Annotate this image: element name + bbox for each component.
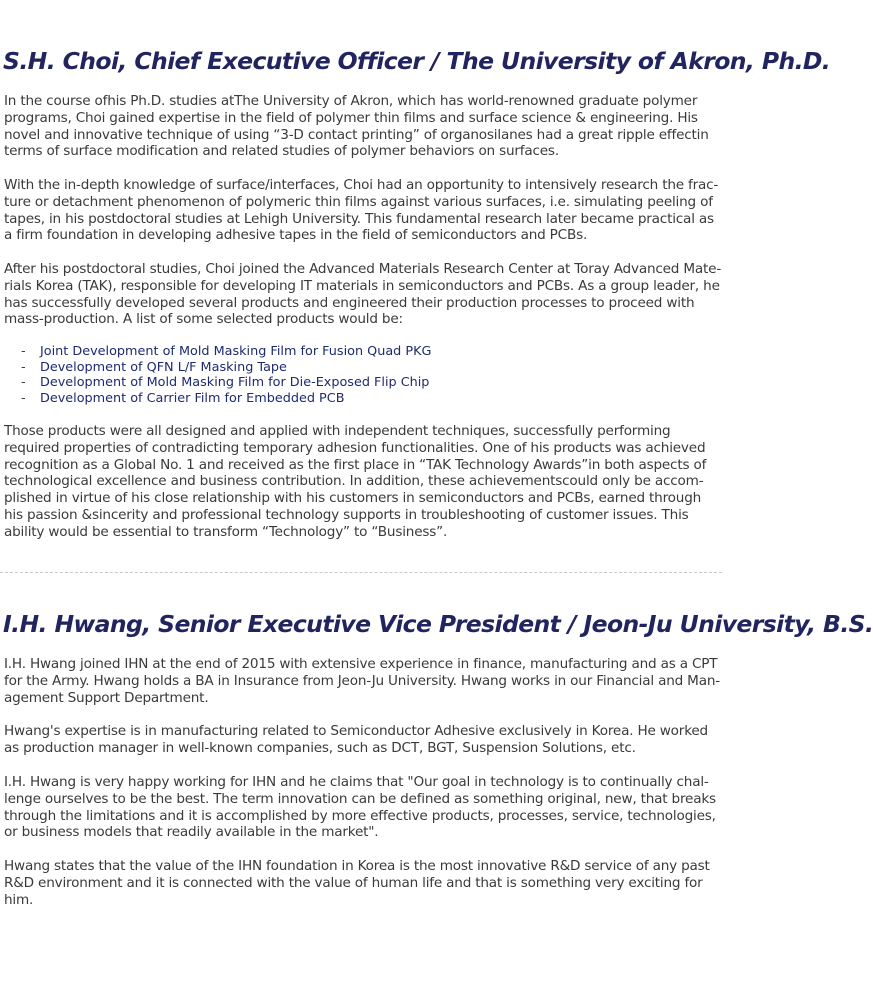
ceo-bio-paragraph-2: With the in-depth knowledge of surface/interfaces, Choi had an opportunity to intensively research the fracture or detachment phenomenon of polymeric thin films against various surfaces, i.e. simulating peeling of tapes, in his postdoctoral studies at Lehigh University. This fundamental research later became practical as a firm foundation in developing adhesive tapes in the field of semiconductors and PCBs. xyxy=(4,177,719,244)
ceo-bio-closing: Those products were all designed and applied with independent techniques, successfully performing required properties of contradicting temporary adhesion functionalities. One of his products was achieved recognition as a Global No. 1 and received as the first place in “TAK Technology Awards”in both aspects of technological excellence and business contribution. In addition, these achievementscould only be accomplished in virtue of his close relationship with his customers in semiconductors and PCBs, earned through his passion &sincerity and professional technology supports in troubleshooting of customer issues. This ability would be essential to transform “Technology” to “Business”. xyxy=(4,423,707,540)
svp-bio-paragraph-2: Hwang's expertise is in manufacturing related to Semiconductor Adhesive exclusively in Korea. He worked as production manager in well-known companies, such as DCT, BGT, Suspension Solutions, etc. xyxy=(4,723,708,756)
list-bullet: - xyxy=(21,344,26,359)
product-item: Development of QFN L/F Masking Tape xyxy=(40,359,287,375)
section-divider xyxy=(0,572,722,573)
list-item xyxy=(0,391,720,407)
list-item xyxy=(0,375,720,391)
svp-bio-paragraph-3: I.H. Hwang is very happy working for IHN and he claims that "Our goal in technology is to continually challenge ourselves to be the best. The term innovation can be defined as something original, new, that breaks through the limitations and it is accomplished by more effective products, processes, service, technologies, or business models that readily available in the market". xyxy=(4,774,716,841)
list-item xyxy=(0,360,720,376)
svp-bio-paragraph-1: I.H. Hwang joined IHN at the end of 2015 with extensive experience in finance, manufacturing and as a CPT for the Army. Hwang holds a BA in Insurance from Jeon-Ju University. Hwang works in our Financial and Management Support Department. xyxy=(4,656,721,706)
ceo-heading: S.H. Choi, Chief Executive Officer / The University of Akron, Ph.D. xyxy=(3,47,831,75)
ceo-bio-paragraph-3: After his postdoctoral studies, Choi joined the Advanced Materials Research Center at Toray Advanced Materials Korea (TAK), responsible for developing IT materials in semiconductors and PCBs. As a group leader, he has successfully developed several products and engineered their production processes to proceed with mass-production. A list of some selected products would be: xyxy=(4,261,722,328)
list-bullet: - xyxy=(21,359,26,375)
list-bullet: - xyxy=(21,375,26,391)
list-item xyxy=(0,344,720,360)
ceo-bio-paragraph-1: In the course ofhis Ph.D. studies atThe University of Akron, which has world-renowned graduate polymer programs, Choi gained expertise in the field of polymer thin films and surface science & engineering. His novel and innovative technique of using “3-D contact printing” of organosilanes had a great ripple effectin terms of surface modification and related studies of polymer behaviors on surfaces. xyxy=(4,93,709,160)
svp-heading: I.H. Hwang, Senior Executive Vice President / Jeon-Ju University, B.S. xyxy=(3,610,873,638)
product-item: Joint Development of Mold Masking Film for Fusion Quad PKG xyxy=(40,344,432,359)
product-item: Development of Mold Masking Film for Die-Exposed Flip Chip xyxy=(40,375,430,391)
svp-bio-paragraph-4: Hwang states that the value of the IHN foundation in Korea is the most innovative R&D service of any past R&D environment and it is connected with the value of human life and that is something very exciting for him. xyxy=(4,858,710,908)
product-item: Development of Carrier Film for Embedded PCB xyxy=(40,390,345,406)
list-bullet: - xyxy=(21,390,26,406)
product-list xyxy=(0,344,720,406)
